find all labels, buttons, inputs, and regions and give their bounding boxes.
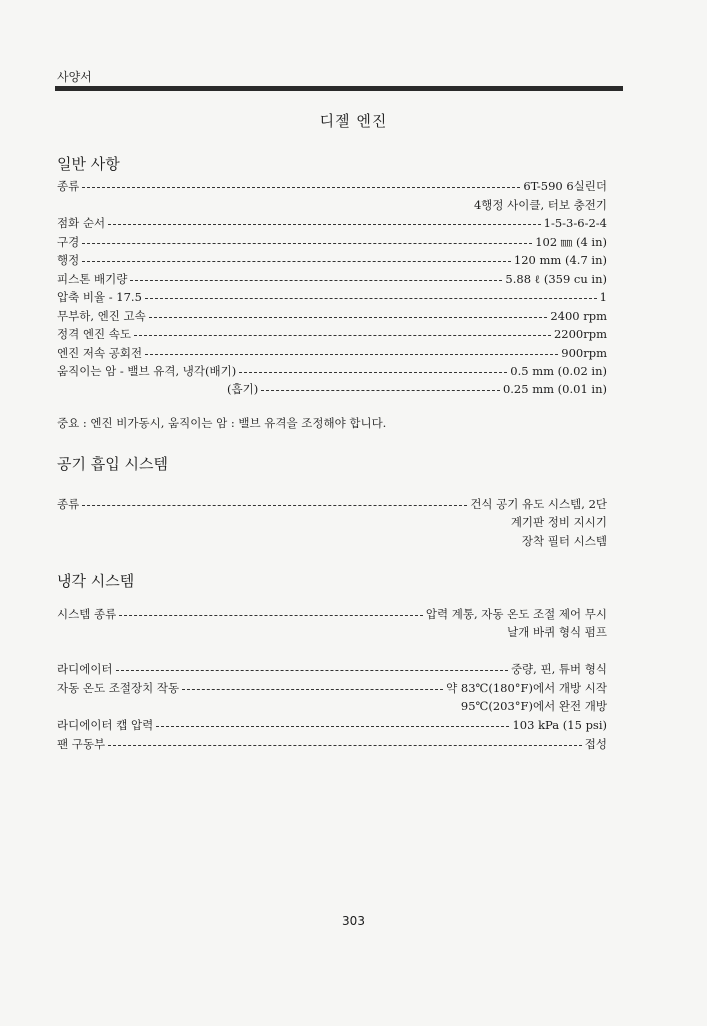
leader-dots <box>108 215 541 225</box>
leader-dots <box>145 345 558 355</box>
spec-value: 6T-590 6실린더 <box>523 179 607 193</box>
leader-dots <box>82 234 532 244</box>
leader-dots <box>82 496 467 506</box>
spec-row-no-load-high <box>57 308 607 325</box>
spec-label: (흡기) <box>227 382 259 396</box>
spec-row-type <box>57 178 607 195</box>
spec-label: 움직이는 암 - 밸브 유격, 냉각(배기) <box>57 364 237 378</box>
leader-dots <box>156 717 509 727</box>
spec-value: 2400 rpm <box>550 309 607 323</box>
spec-label: 피스톤 배기량 <box>57 272 128 286</box>
spec-value: 5.88 ℓ (359 cu in) <box>505 272 607 286</box>
spec-value: 압력 계통, 자동 온도 조절 제어 무시 <box>425 607 607 621</box>
spec-row-compression <box>57 289 607 306</box>
spec-continuation: 4행정 사이클, 터보 충전기 <box>473 198 607 212</box>
spec-label: 점화 순서 <box>57 216 106 230</box>
important-note: 중요 : 엔진 비가동시, 움직이는 암 : 밸브 유격을 조정해야 합니다. <box>57 416 387 430</box>
spec-row-radiator-cap <box>57 717 607 734</box>
spec-row-cooling-system-type <box>57 606 607 623</box>
leader-dots <box>130 271 502 281</box>
page-number: 303 <box>342 914 365 928</box>
spec-row-stroke <box>57 252 607 269</box>
leader-dots <box>116 661 508 671</box>
spec-row-low-idle <box>57 345 607 362</box>
spec-label: 자동 온도 조절장치 작동 <box>57 681 180 695</box>
header-rule <box>55 86 623 91</box>
spec-value: 건식 공기 유도 시스템, 2단 <box>470 497 607 511</box>
spec-continuation: 계기판 정비 지시기 <box>510 515 607 529</box>
spec-label: 정격 엔진 속도 <box>57 327 131 341</box>
spec-value: 1 <box>599 290 607 304</box>
spec-row-firing-order <box>57 215 607 232</box>
spec-label: 라디에이터 <box>57 662 113 676</box>
leader-dots <box>119 606 423 616</box>
spec-label: 종류 <box>57 497 80 511</box>
spec-row-fan-drive <box>57 736 607 753</box>
page-title: 디젤 엔진 <box>319 112 388 130</box>
spec-row-radiator <box>57 661 607 678</box>
spec-row-rated-speed <box>57 326 607 343</box>
leader-dots <box>239 363 507 373</box>
spec-row-rocker-intake <box>57 381 607 398</box>
spec-value: 120 mm (4.7 in) <box>513 253 607 267</box>
leader-dots <box>134 326 551 336</box>
spec-label: 구경 <box>57 235 80 249</box>
spec-row-displacement <box>57 271 607 288</box>
spec-row-air-type <box>57 496 607 513</box>
section-heading-general: 일반 사항 <box>57 155 120 173</box>
spec-value: 0.5 mm (0.02 in) <box>510 364 607 378</box>
spec-label: 라디에이터 캡 압력 <box>57 718 154 732</box>
spec-label: 엔진 저속 공회전 <box>57 346 143 360</box>
spec-value: 102 ㎜ (4 in) <box>535 235 607 249</box>
spec-value: 0.25 mm (0.01 in) <box>502 382 607 396</box>
spec-continuation: 95℃(203°F)에서 완전 개방 <box>460 699 607 713</box>
leader-dots <box>145 289 597 299</box>
leader-dots <box>82 252 511 262</box>
spec-value: 접성 <box>584 737 607 751</box>
leader-dots <box>261 381 500 391</box>
spec-label: 압축 비율 - 17.5 <box>57 290 142 304</box>
spec-continuation: 날개 바퀴 형식 펌프 <box>507 625 607 639</box>
leader-dots <box>149 308 548 318</box>
spec-label: 시스템 종류 <box>57 607 117 621</box>
spec-value: 1-5-3-6-2-4 <box>543 216 607 230</box>
spec-value: 900rpm <box>561 346 607 360</box>
leader-dots <box>82 178 520 188</box>
leader-dots <box>182 680 443 690</box>
header-label: 사양서 <box>57 70 92 84</box>
spec-value: 약 83℃(180°F)에서 개방 시작 <box>446 681 607 695</box>
leader-dots <box>108 736 582 746</box>
spec-value: 103 kPa (15 psi) <box>512 718 607 732</box>
spec-continuation: 장착 필터 시스템 <box>521 534 607 548</box>
spec-label: 무부하, 엔진 고속 <box>57 309 146 323</box>
spec-row-thermostat <box>57 680 607 697</box>
section-heading-cooling: 냉각 시스템 <box>57 572 135 590</box>
section-heading-air-intake: 공기 흡입 시스템 <box>57 455 168 473</box>
spec-label: 팬 구동부 <box>57 737 106 751</box>
spec-label: 종류 <box>57 179 80 193</box>
spec-value: 2200rpm <box>553 327 607 341</box>
spec-value: 중량, 핀, 튜버 형식 <box>510 662 607 676</box>
spec-row-bore <box>57 234 607 251</box>
spec-label: 행정 <box>57 253 80 267</box>
spec-row-rocker-exhaust <box>57 363 607 380</box>
